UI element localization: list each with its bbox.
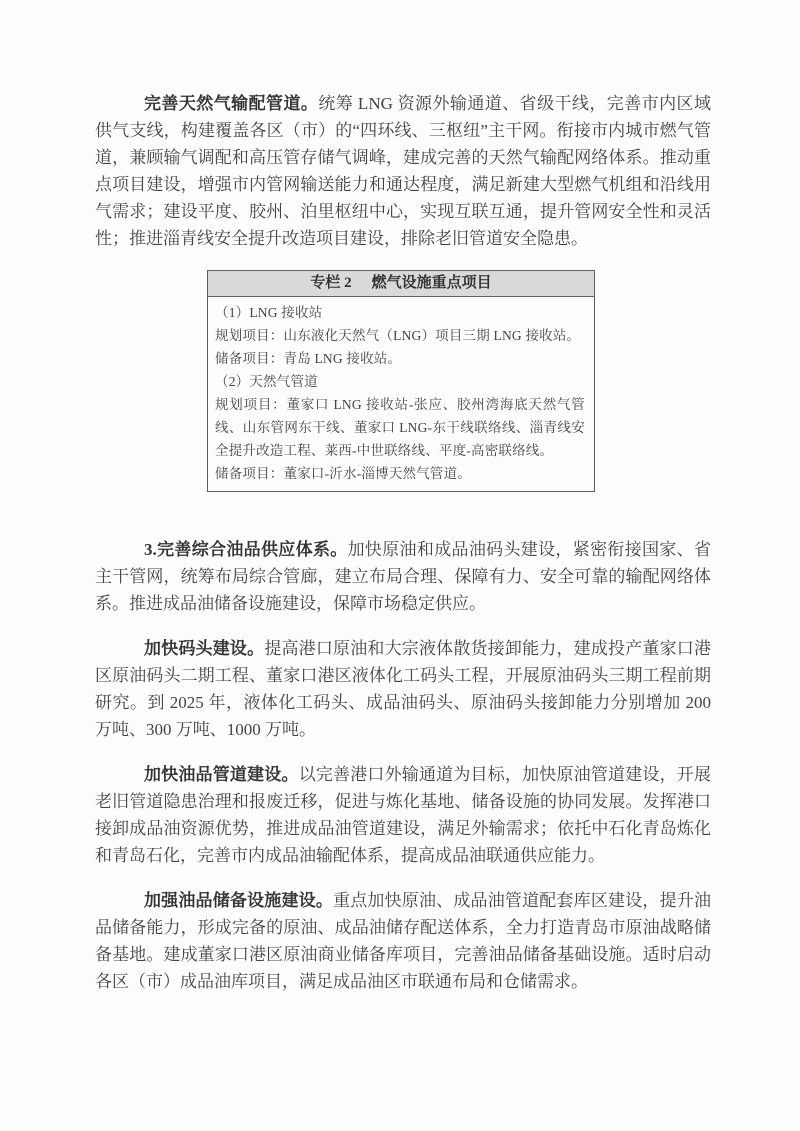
- paragraph-wharf-construction: [95, 635, 711, 743]
- panel-title-text: 燃气设施重点项目: [371, 275, 492, 291]
- panel-item-lng-reserve: 储备项目：青岛 LNG 接收站。: [215, 351, 402, 366]
- panel-item-lng-planned: 规划项目：山东液化天然气（LNG）项目三期 LNG 接收站。: [215, 328, 581, 343]
- paragraph-oil-supply-system: [95, 536, 711, 617]
- panel-body: [208, 297, 594, 491]
- panel-title-label: 专栏 2: [310, 275, 352, 291]
- paragraph-gas-pipeline-network: [95, 90, 711, 252]
- panel-item-pipeline-planned: 规划项目：董家口 LNG 接收站-张应、胶州湾海底天然气管线、山东管网东干线、董家口 LNG-东干线联络线、淄青线安全提升改造工程、莱西-中世联络线、平度-高密联络线。: [215, 397, 585, 458]
- panel-item-gas-pipeline-heading: （2）天然气管道: [215, 374, 318, 389]
- highlight-panel-gas-projects: [207, 270, 595, 492]
- paragraph-oil-reserve-facilities: [95, 887, 711, 995]
- paragraph-lead: 3.完善综合油品供应体系。: [144, 540, 348, 559]
- paragraph-lead: 加强油品储备设施建设。: [144, 891, 334, 910]
- paragraph-body: 提高港口原油和大宗液体散货接卸能力，建成投产董家口港区原油码头二期工程、董家口港区液体化工码头工程，开展原油码头三期工程前期研究。到 2025 年，液体化工码头、成品油码头、原油码头接卸能力分别增加 200 万吨、300 万吨、1000 万吨。: [95, 639, 711, 739]
- panel-item-pipeline-reserve: 储备项目：董家口-沂水-淄博天然气管道。: [215, 466, 471, 481]
- panel-title: [208, 271, 594, 297]
- paragraph-lead: 加快码头建设。: [144, 639, 265, 658]
- paragraph-body: 统筹 LNG 资源外输通道、省级干线，完善市内区域供气支线，构建覆盖各区（市）的“四环线、三枢纽”主干网。衔接市内城市燃气管道，兼顾输气调配和高压管存储气调峰，建成完善的天然气输配网络体系。推动重点项目建设，增强市内管网输送能力和通达程度，满足新建大型燃气机组和沿线用气需求；建设平度、胶州、泊里枢纽中心，实现互联互通，提升管网安全性和灵活性；推进淄青线安全提升改造项目建设，排除老旧管道安全隐患。: [95, 94, 711, 248]
- panel-item-lng-station-heading: （1）LNG 接收站: [215, 305, 323, 320]
- paragraph-lead: 加快油品管道建设。: [144, 765, 299, 784]
- paragraph-oil-pipeline-construction: [95, 761, 711, 869]
- paragraph-body: 以完善港口外输通道为目标，加快原油管道建设，开展老旧管道隐患治理和报废迁移，促进与炼化基地、储备设施的协同发展。发挥港口接卸成品油资源优势，推进成品油管道建设，满足外输需求；依托中石化青岛炼化和青岛石化，完善市内成品油输配体系，提高成品油联通供应能力。: [95, 765, 711, 865]
- paragraph-lead: 完善天然气输配管道。: [144, 94, 319, 113]
- paragraph-body: 重点加快原油、成品油管道配套库区建设，提升油品储备能力，形成完备的原油、成品油储存配送体系，全力打造青岛市原油战略储备基地。建成董家口港区原油商业储备库项目，完善油品储备基础设施。适时启动各区（市）成品油库项目，满足成品油区市联通布局和仓储需求。: [95, 891, 711, 991]
- page-content: [95, 90, 711, 1013]
- paragraph-body: 加快原油和成品油码头建设，紧密衔接国家、省主干管网，统筹布局综合管廊，建立布局合理、保障有力、安全可靠的输配网络体系。推进成品油储备设施建设，保障市场稳定供应。: [95, 540, 711, 613]
